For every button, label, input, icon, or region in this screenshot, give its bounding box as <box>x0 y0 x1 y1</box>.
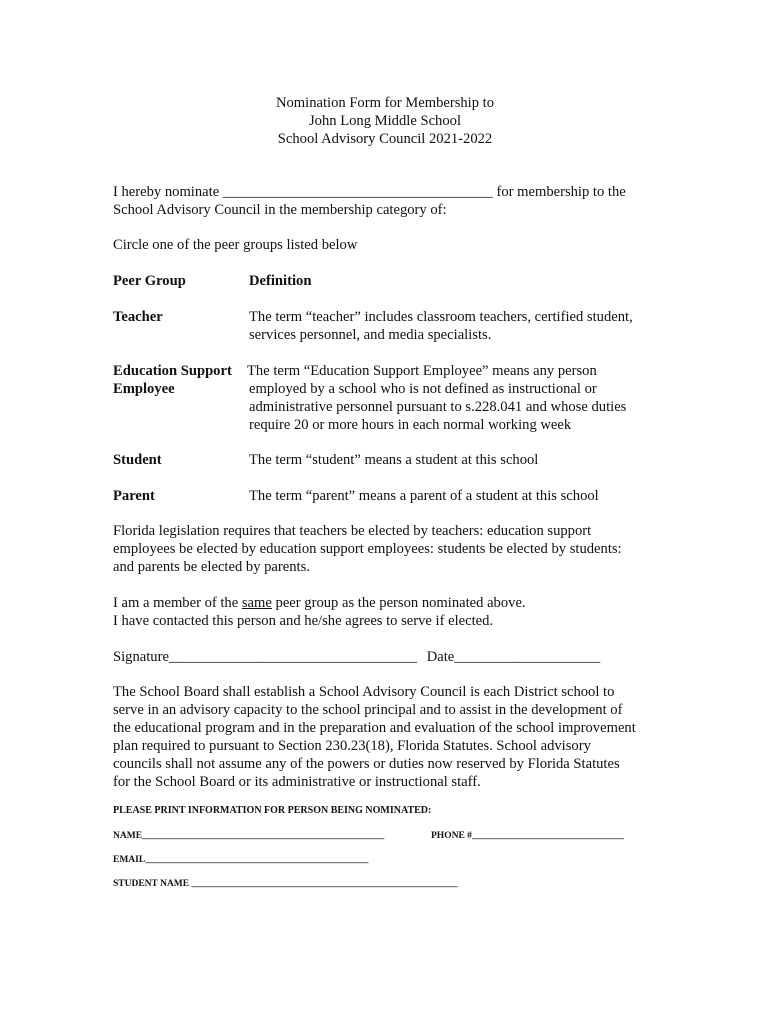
circle-instruction: Circle one of the peer groups listed below <box>113 237 358 253</box>
phone-field[interactable]: PHONE #________________________________ <box>431 831 624 841</box>
form-title-line-1: Nomination Form for Membership to <box>275 95 495 111</box>
member-post: peer group as the person nominated above. <box>275 595 526 611</box>
board-line-5: councils shall not assume any of the powers or duties now reserved by Florida Statutes <box>113 756 620 772</box>
group-education-support-line-1[interactable]: Education Support <box>113 363 232 379</box>
form-title-line-2: John Long Middle School <box>308 113 462 129</box>
date-label: Date <box>426 649 455 665</box>
member-same: same <box>241 595 272 611</box>
nominate-suffix: for membership to the <box>496 184 626 200</box>
name-field[interactable]: NAME___________________________________________________ <box>113 831 385 841</box>
form-title-line-3: School Advisory Council 2021-2022 <box>277 131 493 147</box>
legislation-line-2: employees be elected by education support employees: students be elected by students: <box>113 541 622 557</box>
signature-line <box>113 648 600 666</box>
student-name-field[interactable]: STUDENT NAME ________________________________________________________ <box>113 879 458 889</box>
legislation-line-1: Florida legislation requires that teachers be elected by teachers: education support <box>113 523 592 539</box>
definition-header: Definition <box>249 273 312 289</box>
nominee-blank[interactable]: _____________________________________ <box>222 184 493 200</box>
nominate-prefix: I hereby nominate <box>113 184 220 200</box>
board-line-2: serve in an advisory capacity to the school principal and to assist in the development of <box>113 702 623 718</box>
signature-label: Signature <box>113 649 169 665</box>
member-pre: I am a member of the <box>113 595 239 611</box>
definition-ese-line-3: administrative personnel pursuant to s.228.041 and whose duties <box>249 399 627 415</box>
member-contacted: I have contacted this person and he/she agrees to serve if elected. <box>113 613 494 629</box>
definition-student: The term “student” means a student at this school <box>249 452 539 468</box>
legislation-line-3: and parents be elected by parents. <box>113 559 310 575</box>
definition-parent: The term “parent” means a parent of a student at this school <box>249 488 599 504</box>
definition-teacher-line-1: The term “teacher” includes classroom teachers, certified student, <box>249 309 633 325</box>
member-statement <box>113 594 526 612</box>
definition-teacher-line-2: services personnel, and media specialists. <box>249 327 492 343</box>
definition-ese-line-2: employed by a school who is not defined as instructional or <box>249 381 597 397</box>
peer-group-header: Peer Group <box>113 273 186 289</box>
group-parent[interactable]: Parent <box>113 488 155 504</box>
board-line-1: The School Board shall establish a School Advisory Council is each District school to <box>113 684 615 700</box>
signature-field[interactable]: __________________________________ <box>168 649 418 665</box>
group-teacher[interactable]: Teacher <box>113 309 163 325</box>
group-student[interactable]: Student <box>113 452 162 468</box>
group-education-support-line-2[interactable]: Employee <box>113 381 175 397</box>
date-field[interactable]: ____________________ <box>454 649 601 665</box>
board-line-4: plan required to pursuant to Section 230.23(18), Florida Statutes. School advisory <box>113 738 591 754</box>
board-line-6: for the School Board or its administrative or instructional staff. <box>113 774 481 790</box>
email-field[interactable]: EMAIL_______________________________________________ <box>113 855 369 865</box>
definition-ese-line-4: require 20 or more hours in each normal working week <box>249 417 572 433</box>
print-info-header: PLEASE PRINT INFORMATION FOR PERSON BEING NOMINATED: <box>113 805 432 816</box>
nominate-line-2: School Advisory Council in the membership category of: <box>113 202 447 218</box>
nominate-line <box>113 183 626 201</box>
board-line-3: the educational program and in the preparation and evaluation of the school improvement <box>113 720 636 736</box>
definition-ese-line-1: The term “Education Support Employee” means any person <box>247 363 597 379</box>
